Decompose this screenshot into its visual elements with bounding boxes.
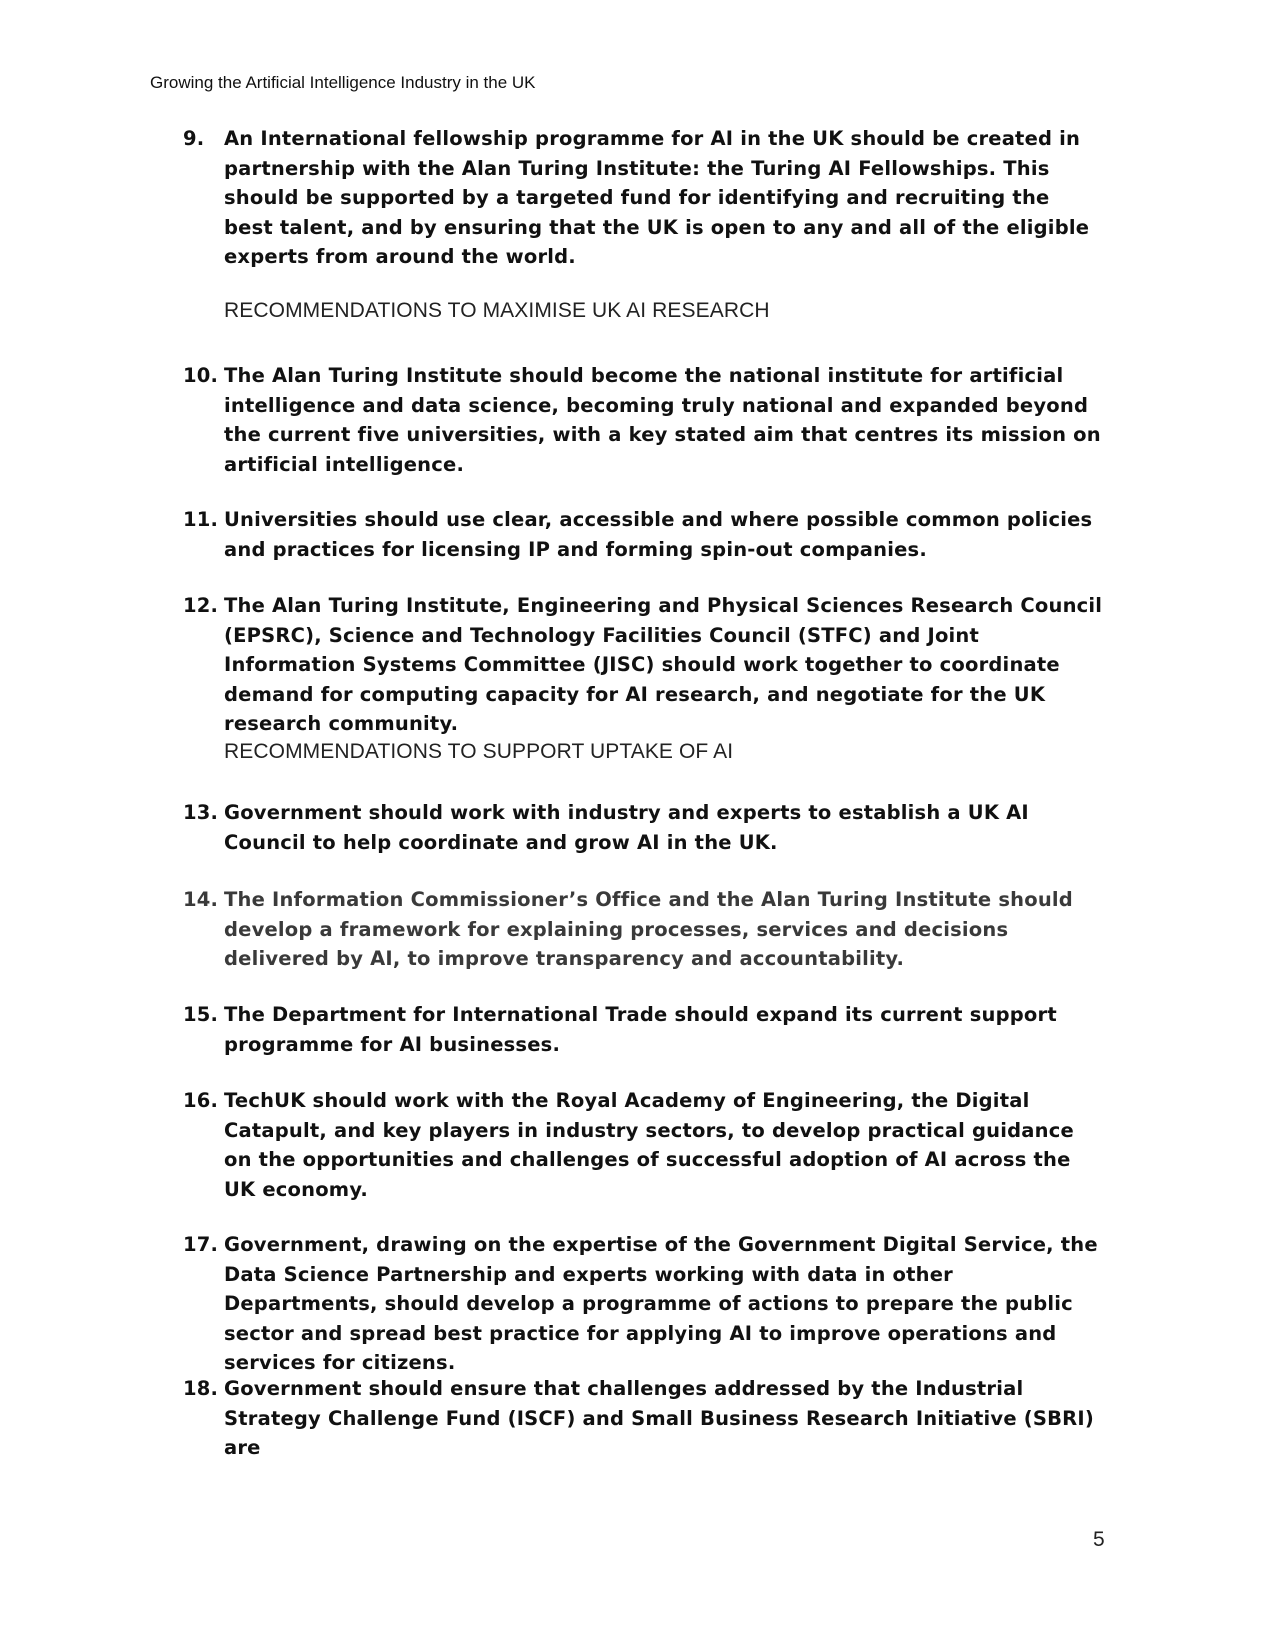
recommendation-text: Government should work with industry and experts to establish a UK AI Council to help coordinate and grow AI in the UK. [224,801,1029,854]
recommendation-number: 12. [183,594,219,617]
recommendation-16 [183,1086,1103,1204]
recommendation-number: 18. [183,1377,219,1400]
recommendation-text: The Alan Turing Institute should become the national institute for artificial intelligence and data science, becoming truly national and expanded beyond the current five universities, with a key stated aim that centres its mission on artificial intelligence. [224,364,1101,476]
running-header: Growing the Artificial Intelligence Industry in the UK [150,73,536,92]
recommendation-number: 9. [183,127,205,150]
recommendation-number: 15. [183,1003,219,1026]
recommendation-13 [183,798,1103,857]
section-heading-uptake: RECOMMENDATIONS TO SUPPORT UPTAKE OF AI [224,740,734,763]
page-number: 5 [1093,1528,1105,1551]
recommendation-9 [183,124,1103,272]
recommendation-number: 16. [183,1089,219,1112]
recommendation-17 [183,1230,1103,1378]
recommendation-number: 10. [183,364,219,387]
recommendation-text: The Department for International Trade should expand its current support programme for AI businesses. [224,1003,1057,1056]
recommendation-text: An International fellowship programme for AI in the UK should be created in partnership with the Alan Turing Institute: the Turing AI Fellowships. This should be supported by a targeted fund for identifying and recruiting the best talent, and by ensuring that the UK is open to any and all of the eligible experts from around the world. [224,127,1090,269]
recommendation-12 [183,591,1103,739]
recommendation-text: TechUK should work with the Royal Academy of Engineering, the Digital Catapult, and key players in industry sectors, to develop practical guidance on the opportunities and challenges of successful adoption of AI across the UK economy. [224,1089,1074,1201]
recommendation-text: Government, drawing on the expertise of the Government Digital Service, the Data Science Partnership and experts working with data in other Departments, should develop a programme of actions to prepare the public sector and spread best practice for applying AI to improve operations and services for citizens. [224,1233,1098,1375]
recommendation-number: 13. [183,801,219,824]
recommendation-number: 14. [183,888,219,911]
recommendation-number: 17. [183,1233,219,1256]
section-heading-research: RECOMMENDATIONS TO MAXIMISE UK AI RESEARCH [224,299,770,322]
recommendation-text: Government should ensure that challenges addressed by the Industrial Strategy Challenge Fund (ISCF) and Small Business Research Initiative (SBRI) are [224,1377,1094,1460]
recommendation-11 [183,505,1103,564]
recommendation-14 [183,885,1103,974]
recommendation-text: Universities should use clear, accessible and where possible common policies and practices for licensing IP and forming spin-out companies. [224,508,1093,561]
recommendation-text: The Alan Turing Institute, Engineering and Physical Sciences Research Council (EPSRC), Science and Technology Facilities Council (STFC) and Joint Information Systems Committee (JISC) should work together to coordinate demand for computing capacity for AI research, and negotiate for the UK research community. [224,594,1103,736]
recommendation-10 [183,361,1103,479]
recommendation-text: The Information Commissioner’s Office and the Alan Turing Institute should develop a framework for explaining processes, services and decisions delivered by AI, to improve transparency and accountability. [224,888,1073,971]
recommendation-18 [183,1374,1103,1463]
recommendation-number: 11. [183,508,219,531]
recommendation-15 [183,1000,1103,1059]
